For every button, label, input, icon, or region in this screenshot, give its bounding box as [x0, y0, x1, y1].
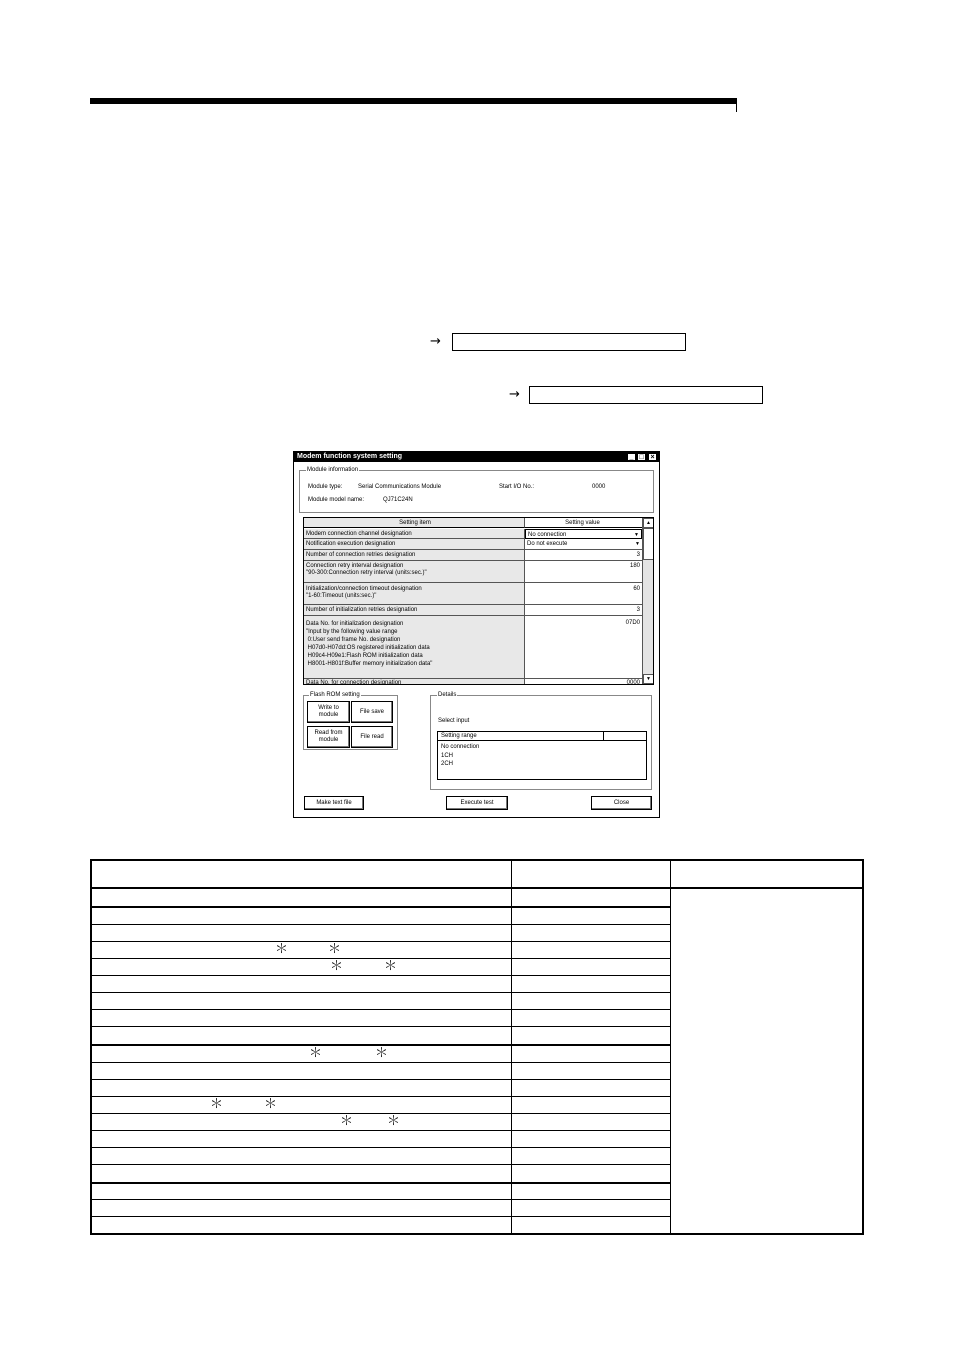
grid-value[interactable]: 3	[525, 550, 642, 561]
model-name-value: QJ71C24N	[383, 497, 413, 503]
list-item[interactable]: 2CH	[441, 761, 454, 767]
arrow-1: →	[430, 334, 441, 349]
asterisk-mark: ＊	[275, 942, 289, 957]
menu-path-box-2	[529, 386, 763, 404]
file-save-button[interactable]: File save	[351, 701, 393, 723]
table-row-rule	[92, 1182, 671, 1184]
modem-channel-value: No connection	[528, 532, 567, 538]
grid-value[interactable]: 3	[525, 605, 642, 616]
select-input-label: Select input	[438, 718, 470, 724]
table-row-rule	[92, 1147, 671, 1148]
top-rule	[90, 98, 736, 104]
grid-value[interactable]: 0000	[525, 679, 642, 685]
maximize-icon[interactable]: □	[637, 453, 646, 461]
asterisk-mark: ＊	[330, 959, 344, 974]
table-row-rule	[92, 924, 671, 925]
top-rule-tick	[736, 98, 737, 112]
grid-item: Modem connection channel designation	[304, 529, 525, 539]
asterisk-mark: ＊	[328, 942, 342, 957]
grid-item: Notification execution designation	[304, 539, 525, 550]
table-row-rule	[92, 1130, 671, 1131]
table-row-rule	[92, 1199, 671, 1200]
grid-value[interactable]: 180	[525, 561, 642, 583]
write-to-module-button[interactable]: Write to module	[307, 701, 350, 723]
grid-item: Number of connection retries designation	[304, 550, 525, 561]
close-button[interactable]: Close	[591, 796, 652, 810]
modem-function-dialog	[293, 451, 660, 818]
grid-value[interactable]: 07D0	[525, 616, 642, 679]
notification-select[interactable]	[525, 539, 642, 550]
settings-grid	[303, 517, 654, 685]
table-row-rule	[92, 1164, 671, 1165]
dropdown-arrow-icon[interactable]: ▼	[634, 532, 639, 538]
table-row-rule	[92, 1062, 671, 1063]
model-name-label: Module model name:	[308, 497, 365, 503]
grid-item: Data No. for connection designation	[304, 679, 525, 685]
dialog-titlebar	[294, 452, 659, 462]
module-information-group	[299, 467, 654, 513]
minimize-icon[interactable]: _	[627, 453, 636, 461]
start-io-label: Start I/O No.:	[499, 484, 535, 490]
scroll-down-icon[interactable]: ▼	[643, 674, 654, 684]
table-header-rule	[92, 887, 864, 889]
table-row-rule	[92, 1216, 671, 1217]
grid-value[interactable]: 60	[525, 583, 642, 605]
setting-range-header-blank	[604, 732, 646, 741]
close-icon[interactable]: ×	[648, 453, 657, 461]
file-read-button[interactable]: File read	[351, 726, 393, 748]
asterisk-mark: ＊	[264, 1097, 278, 1112]
asterisk-mark: ＊	[387, 1114, 401, 1129]
asterisk-mark: ＊	[210, 1097, 224, 1112]
module-type-value: Serial Communications Module	[358, 484, 442, 490]
table-row-rule	[92, 1009, 671, 1010]
asterisk-mark: ＊	[309, 1046, 323, 1061]
module-type-label: Module type:	[308, 484, 343, 490]
details-title: Details	[438, 692, 457, 698]
dropdown-arrow-icon[interactable]: ▼	[635, 541, 640, 547]
grid-header-item: Setting item	[304, 518, 525, 528]
list-item[interactable]: 1CH	[441, 753, 454, 759]
table-row-rule	[92, 906, 671, 908]
grid-header-value: Setting value	[525, 518, 642, 528]
setting-range-header: Setting range	[438, 732, 604, 741]
menu-path-box-1	[452, 333, 686, 351]
settings-table	[90, 859, 864, 1235]
arrow-2: →	[509, 387, 520, 402]
table-column-divider	[511, 861, 512, 1233]
flash-rom-title: Flash ROM setting	[310, 692, 360, 698]
modem-channel-select[interactable]	[525, 529, 642, 539]
table-row-rule	[92, 941, 671, 942]
start-io-value: 0000	[592, 484, 606, 490]
grid-item: Connection retry interval designation "90-300:Connection retry interval (units:sec.)"	[304, 561, 525, 583]
execute-test-button[interactable]: Execute test	[446, 796, 508, 810]
asterisk-mark: ＊	[340, 1114, 354, 1129]
setting-range-list[interactable]	[437, 731, 647, 780]
table-row-rule	[92, 958, 671, 959]
asterisk-mark: ＊	[384, 959, 398, 974]
notification-value: Do not execute	[527, 541, 568, 547]
grid-item: Initialization/connection timeout designation "1-60:Timeout (units:sec.)"	[304, 583, 525, 605]
table-row-rule	[92, 1079, 671, 1080]
make-text-file-button[interactable]: Make text file	[304, 796, 364, 810]
grid-item: Data No. for initialization designation "Input by the following value range 0:User send frame No. designation H07d0-H07dd:OS registered initialization data H09c4-H09e1:Flash ROM initialization data H8001-H801f:Buffer memory initialization data"	[304, 616, 525, 679]
list-item[interactable]: No connection	[441, 744, 480, 750]
module-information-title: Module information	[307, 467, 359, 473]
read-from-module-button[interactable]: Read from module	[307, 726, 350, 748]
grid-scrollbar[interactable]	[642, 518, 654, 684]
dialog-title: Modem function system setting	[297, 453, 403, 460]
grid-item: Number of initialization retries designation	[304, 605, 525, 616]
table-row-rule	[92, 992, 671, 993]
table-row-rule	[92, 1096, 671, 1097]
table-row-rule	[92, 975, 671, 976]
table-column-divider	[670, 861, 671, 1233]
table-row-rule	[92, 1026, 671, 1027]
table-row-rule	[92, 1113, 671, 1114]
scroll-up-icon[interactable]: ▲	[643, 518, 654, 528]
asterisk-mark: ＊	[375, 1046, 389, 1061]
scroll-thumb[interactable]	[643, 528, 654, 560]
